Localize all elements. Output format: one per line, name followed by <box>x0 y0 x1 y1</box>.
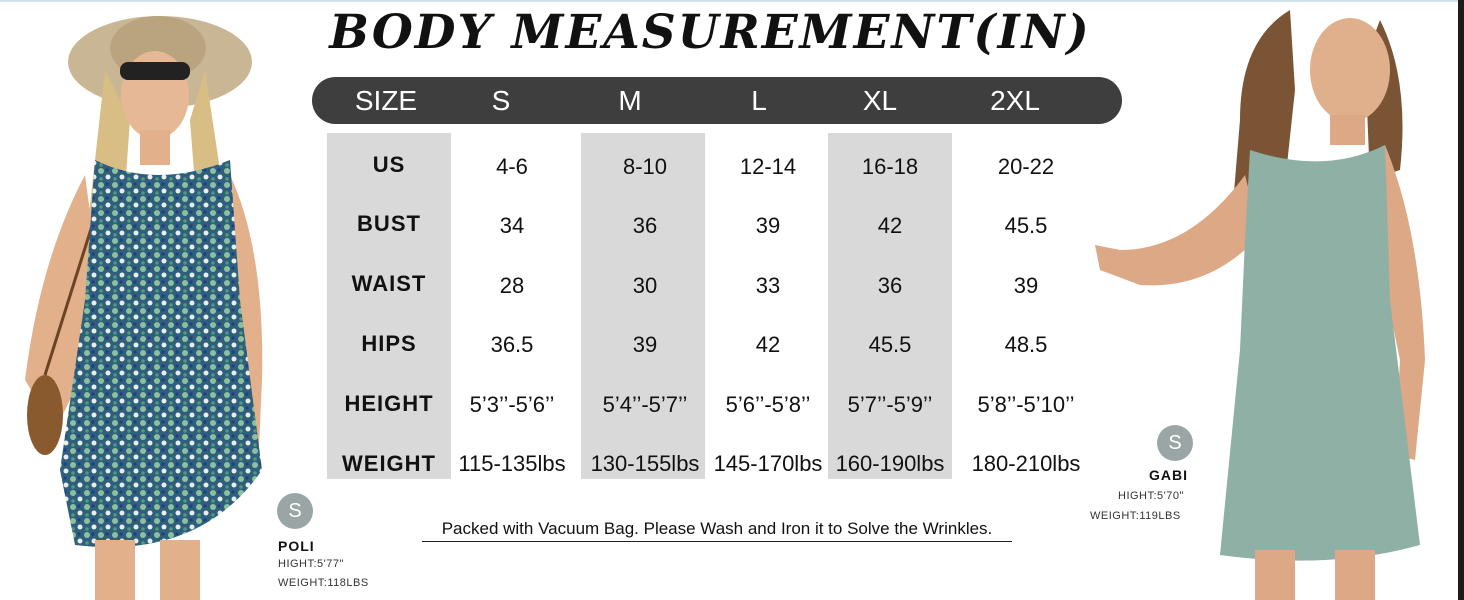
left-model-size-badge: S <box>277 493 313 529</box>
cell-weight-2xl: 180-210lbs <box>971 451 1081 476</box>
cell-height-l: 5’6’’-5’8’’ <box>725 392 811 417</box>
cell-weight-l: 145-170lbs <box>713 451 823 476</box>
right-model-weight: WEIGHT:119LBS <box>1090 510 1181 522</box>
cell-us-2xl: 20-22 <box>997 154 1055 179</box>
header-size-label: SIZE <box>354 85 418 116</box>
header-size-l: L <box>751 85 767 116</box>
cell-us-m: 8-10 <box>622 154 668 179</box>
packing-note: Packed with Vacuum Bag. Please Wash and Iron it to Solve the Wrinkles. <box>422 518 1012 542</box>
cell-us-s: 4-6 <box>496 154 528 179</box>
size-header-bar <box>312 77 1122 124</box>
right-model-height: HIGHT:5'70" <box>1118 490 1184 502</box>
row-label-us: US <box>372 152 406 177</box>
header-size-m: M <box>618 85 642 116</box>
header-size-xl: XL <box>862 85 898 116</box>
cell-hips-xl: 45.5 <box>868 332 912 357</box>
cell-waist-xl: 36 <box>877 273 903 298</box>
cell-us-xl: 16-18 <box>861 154 919 179</box>
cell-bust-s: 34 <box>499 213 525 238</box>
row-label-hips: HIPS <box>361 331 417 356</box>
cell-bust-2xl: 45.5 <box>1004 213 1048 238</box>
left-model-weight: WEIGHT:118LBS <box>278 577 369 589</box>
cell-height-xl: 5’7’’-5’9’’ <box>847 392 933 417</box>
cell-hips-2xl: 48.5 <box>1004 332 1048 357</box>
cell-weight-s: 115-135lbs <box>458 451 566 476</box>
cell-bust-l: 39 <box>755 213 781 238</box>
row-label-bust: BUST <box>357 211 421 236</box>
cell-height-m: 5’4’’-5’7’’ <box>602 392 688 417</box>
row-label-weight: WEIGHT <box>342 451 436 476</box>
left-model-height: HIGHT:5'77" <box>278 558 344 570</box>
cell-height-2xl: 5’8’’-5’10’’ <box>977 392 1075 417</box>
row-label-waist: WAIST <box>351 271 427 296</box>
right-model-size-badge: S <box>1157 425 1193 461</box>
right-edge-border <box>1458 0 1464 600</box>
cell-waist-s: 28 <box>499 273 525 298</box>
cell-bust-xl: 42 <box>877 213 903 238</box>
cell-weight-m: 130-155lbs <box>590 451 700 476</box>
cell-waist-2xl: 39 <box>1013 273 1039 298</box>
cell-hips-l: 42 <box>755 332 781 357</box>
cell-hips-s: 36.5 <box>490 332 534 357</box>
chart-title: BODY MEASUREMENT(IN) <box>329 5 1091 60</box>
cell-height-s: 5’3’’-5’6’’ <box>469 392 555 417</box>
cell-bust-m: 36 <box>632 213 658 238</box>
cell-hips-m: 39 <box>632 332 658 357</box>
cell-waist-l: 33 <box>755 273 781 298</box>
header-size-2xl: 2XL <box>990 85 1040 116</box>
cell-us-l: 12-14 <box>739 154 797 179</box>
left-model-photo <box>0 0 290 600</box>
left-model-name: POLI <box>278 538 315 554</box>
row-label-height: HEIGHT <box>344 391 434 416</box>
cell-weight-xl: 160-190lbs <box>835 451 945 476</box>
cell-waist-m: 30 <box>632 273 658 298</box>
header-size-s: S <box>491 85 511 116</box>
right-model-name: GABI <box>1149 467 1188 483</box>
